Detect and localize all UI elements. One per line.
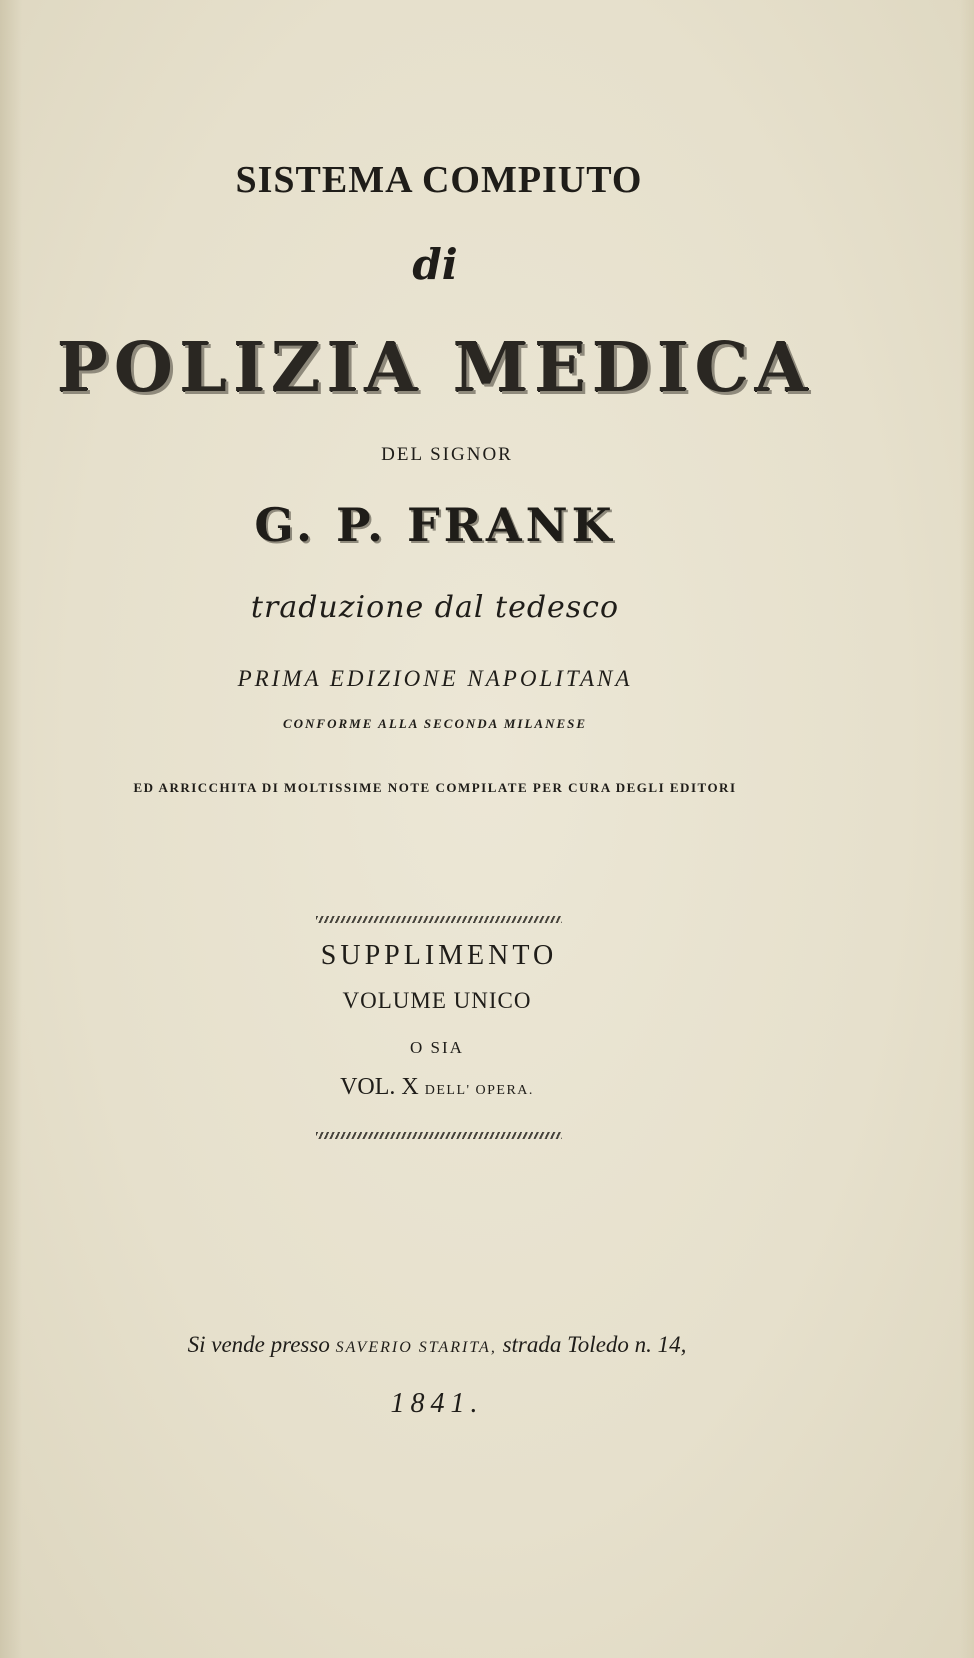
translation-note: traduzione dal tedesco xyxy=(250,590,620,625)
author-name: G. P. FRANK xyxy=(254,498,616,552)
volume-unico-line: VOLUME UNICO xyxy=(342,988,532,1013)
imprint-address: strada Toledo n. 14, xyxy=(502,1332,687,1357)
volume-number-line xyxy=(0,1074,924,1101)
volume-suffix: DELL' OPERA. xyxy=(424,1083,534,1098)
decorative-rule-top xyxy=(316,916,562,923)
arricchita-line: ED ARRICCHITA DI MOLTISSIME NOTE COMPILATE PER CURA DEGLI EDITORI xyxy=(133,780,737,795)
imprint-line xyxy=(0,1332,924,1358)
imprint-seller: SAVERIO STARITA, xyxy=(335,1339,497,1356)
title-line-1: SISTEMA COMPIUTO xyxy=(235,159,643,201)
page-edge-right xyxy=(960,0,974,1658)
publication-year: 1841. xyxy=(390,1388,484,1419)
volume-number: VOL. X xyxy=(340,1074,419,1100)
o-sia-line: O SIA xyxy=(410,1038,464,1057)
del-signor-line: DEL SIGNOR xyxy=(381,444,513,465)
title-line-2: di xyxy=(412,240,458,289)
decorative-rule-bottom xyxy=(316,1132,562,1139)
main-title: POLIZIA MEDICA xyxy=(56,328,814,408)
supplement-heading: SUPPLIMENTO xyxy=(320,940,558,971)
imprint-prefix: Si vende presso xyxy=(187,1332,330,1357)
conforme-line: CONFORME ALLA SECONDA MILANESE xyxy=(282,716,588,731)
edition-line: PRIMA EDIZIONE NAPOLITANA xyxy=(237,666,633,691)
